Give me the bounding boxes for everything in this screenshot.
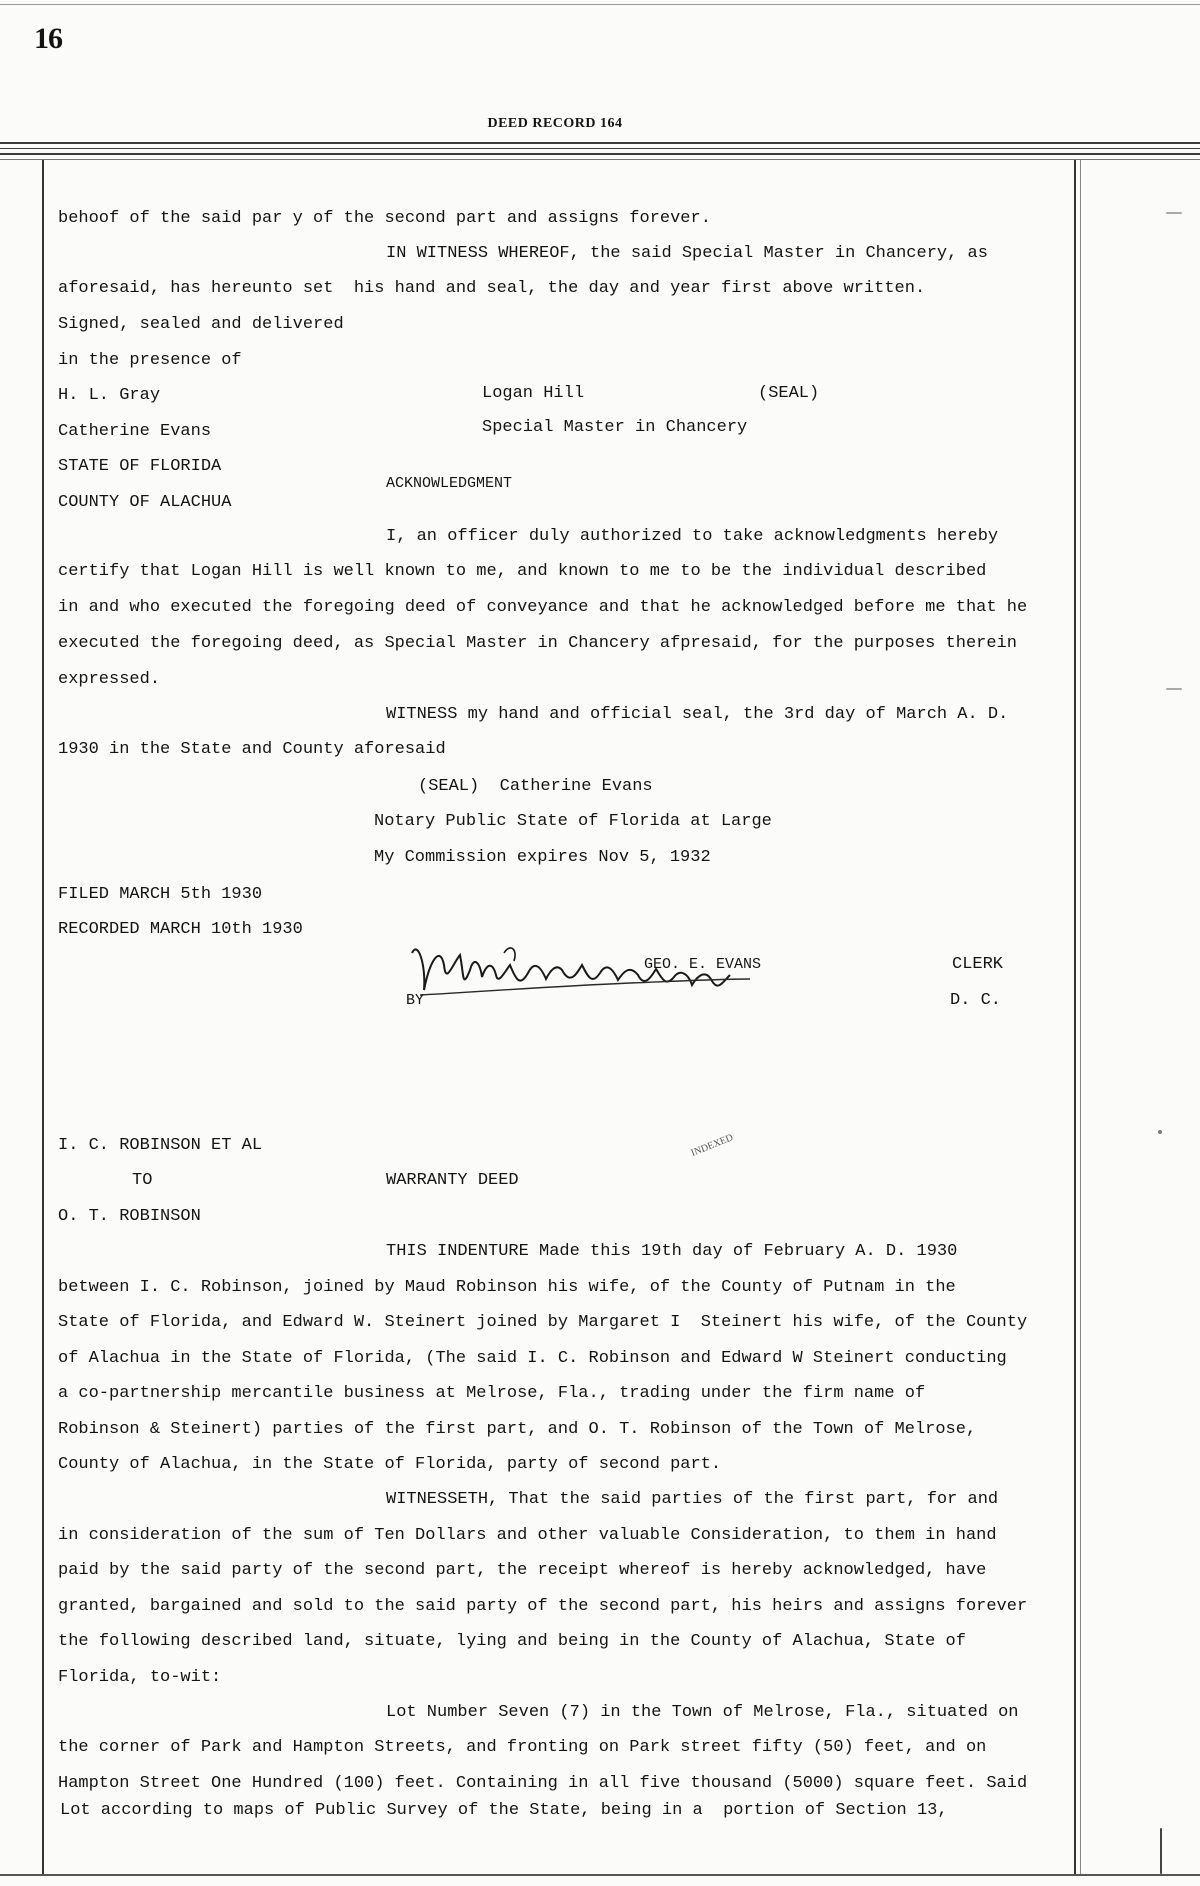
paper-speck [1158,1130,1162,1134]
text-line: 1930 in the State and County aforesaid [58,740,446,759]
text-line: paid by the said party of the second part, the receipt whereof is hereby acknowledged, have [58,1561,987,1580]
text-line: between I. C. Robinson, joined by Maud Robinson his wife, of the County of Putnam in the [58,1278,956,1297]
right-margin-line [1074,160,1076,1876]
indexed-stamp: INDEXED [689,1132,735,1159]
header-rule [0,153,1200,155]
text-line: State of Florida, and Edward W. Steinert joined by Margaret I Steinert his wife, of the County [58,1313,1028,1332]
text-line: Florida, to-wit: [58,1668,222,1687]
text-line: a co-partnership mercantile business at Melrose, Fla., trading under the firm name of [58,1384,926,1403]
text-line: Robinson & Steinert) parties of the first part, and O. T. Robinson of the Town of Melrose, [58,1420,977,1439]
text-line: CLERK [952,955,1004,974]
text-line: ACKNOWLEDGMENT [386,475,513,492]
text-line: Lot Number Seven (7) in the Town of Melrose, Fla., situated on [386,1703,1019,1722]
text-line: the corner of Park and Hampton Streets, and fronting on Park street fifty (50) feet, and on [58,1738,987,1757]
header-rule [0,159,1200,160]
right-margin-line [1080,160,1081,1876]
header-rule [0,142,1200,144]
text-line: aforesaid, has hereunto set his hand and seal, the day and year first above written. [58,279,926,298]
bottom-rule [0,1874,1200,1876]
header-title: DEED RECORD 164 [487,116,623,131]
text-line: (SEAL) Catherine Evans [418,777,653,796]
text-line: THIS INDENTURE Made this 19th day of February A. D. 1930 [386,1242,958,1261]
text-line: WITNESSETH, That the said parties of the first part, for and [386,1490,999,1509]
text-line: in the presence of [58,351,242,370]
text-line: H. L. Gray [58,386,161,405]
text-line: IN WITNESS WHEREOF, the said Special Master in Chancery, as [386,244,988,263]
text-line: GEO. E. EVANS [644,956,762,973]
text-line: Hampton Street One Hundred (100) feet. Containing in all five thousand (5000) square feet. Said [58,1774,1028,1793]
text-line: FILED MARCH 5th 1930 [58,885,263,904]
text-line: certify that Logan Hill is well known to me, and known to me to be the individual described [58,562,987,581]
text-line: the following described land, situate, lying and being in the County of Alachua, State of [58,1632,966,1651]
text-line: STATE OF FLORIDA [58,457,222,476]
text-line: Notary Public State of Florida at Large [374,812,772,831]
text-line: expressed. [58,670,161,689]
text-line: Signed, sealed and delivered [58,315,344,334]
text-line: Lot according to maps of Public Survey of the State, being in a portion of Section 13, [60,1801,948,1820]
text-line: COUNTY OF ALACHUA [58,493,232,512]
text-line: Catherine Evans [58,422,212,441]
text-line: WARRANTY DEED [386,1171,519,1190]
text-line: behoof of the said par y of the second part and assigns forever. [58,209,711,228]
paper-speck [1166,688,1182,690]
page-top-edge [0,4,1200,5]
text-line: Special Master in Chancery [482,418,748,437]
text-line: I, an officer duly authorized to take acknowledgments hereby [386,527,999,546]
paper-speck [1166,212,1182,214]
header-rule [0,148,1200,149]
text-line: County of Alachua, in the State of Florida, party of second part. [58,1455,722,1474]
text-line: I. C. ROBINSON ET AL [58,1136,263,1155]
paper-speck [1160,1828,1162,1874]
text-line: BY [406,992,425,1009]
page-number: 16 [34,22,62,55]
text-line: RECORDED MARCH 10th 1930 [58,920,303,939]
text-line: executed the foregoing deed, as Special Master in Chancery afpresaid, for the purposes therein [58,634,1017,653]
text-line: of Alachua in the State of Florida, (The said I. C. Robinson and Edward W Steinert conducting [58,1349,1007,1368]
text-line: in consideration of the sum of Ten Dollars and other valuable Consideration, to them in hand [58,1526,997,1545]
text-line: WITNESS my hand and official seal, the 3rd day of March A. D. [386,705,1009,724]
text-line: TO [132,1171,153,1190]
text-line: Logan Hill [482,384,585,403]
left-margin-line [42,160,44,1876]
text-line: (SEAL) [758,384,820,403]
text-line: in and who executed the foregoing deed of conveyance and that he acknowledged before me that he [58,598,1028,617]
text-line: granted, bargained and sold to the said party of the second part, his heirs and assigns forever [58,1597,1028,1616]
text-line: O. T. ROBINSON [58,1207,201,1226]
text-line: D. C. [950,991,1002,1010]
text-line: My Commission expires Nov 5, 1932 [374,848,711,867]
